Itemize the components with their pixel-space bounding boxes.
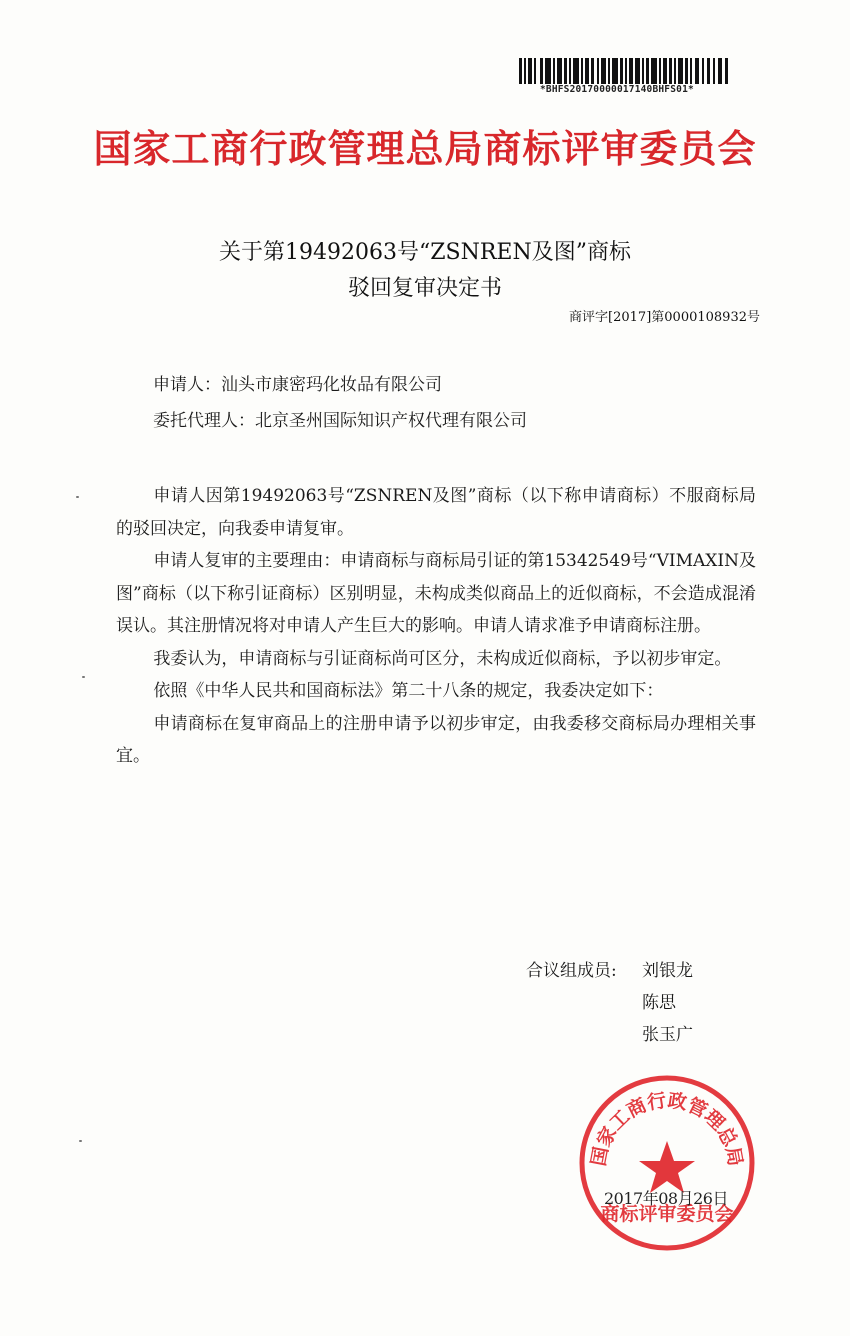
paragraph-committee-opinion: 我委认为，申请商标与引证商标尚可区分，未构成近似商标，予以初步审定。 <box>153 648 732 669</box>
seal-arc-text: 国家工商行政管理总局 <box>587 1089 747 1168</box>
barcode-graphic <box>519 58 731 84</box>
applicant-line <box>153 370 442 395</box>
paragraph-legal-basis: 依照《中华人民共和国商标法》第二十八条的规定，我委决定如下： <box>153 681 664 701</box>
review-panel <box>526 955 693 1051</box>
paragraph-applicant-reasons: 申请人复审的主要理由：申请商标与商标局引证的第15342549号“VIMAXIN及图”商标（以下称引证商标）区别明显，未构成类似商品上的近似商标，不会造成混淆误认。其注册情况将对申请人产生巨大的影响。申请人请求准予申请商标注册。 <box>116 551 756 636</box>
agent-label: 委托代理人： <box>153 411 255 431</box>
seal-bottom-text: 商标评审委员会 <box>600 1203 734 1225</box>
panel-member: 张玉广 <box>642 1025 693 1045</box>
issuing-authority-header: 国家工商行政管理总局商标评审委员会 <box>93 126 757 171</box>
agent-name: 北京圣州国际知识产权代理有限公司 <box>255 411 527 431</box>
panel-label: 合议组成员: <box>526 961 617 981</box>
document-title-line1: 关于第19492063号“ZSNREN及图”商标 <box>219 240 631 265</box>
agent-line <box>153 406 527 431</box>
seal-date: 2017年08月26日 <box>604 1189 728 1208</box>
official-seal <box>577 1073 757 1253</box>
barcode-number: *BHFS20170000017140BHFS01* <box>540 84 694 95</box>
panel-member: 陈思 <box>642 993 676 1013</box>
document-number: 商评字[2017]第0000108932号 <box>569 310 760 325</box>
panel-member: 刘银龙 <box>642 961 693 981</box>
document-title-line2: 驳回复审决定书 <box>347 276 502 301</box>
applicant-label: 申请人： <box>153 375 221 395</box>
paragraph-decision: 申请商标在复审商品上的注册申请予以初步审定，由我委移交商标局办理相关事宜。 <box>116 713 756 766</box>
paragraph-background: 申请人因第19492063号“ZSNREN及图”商标（以下称申请商标）不服商标局的驳回决定，向我委申请复审。 <box>116 486 756 539</box>
applicant-name: 汕头市康密玛化妆品有限公司 <box>221 375 442 395</box>
decision-body <box>116 480 756 773</box>
